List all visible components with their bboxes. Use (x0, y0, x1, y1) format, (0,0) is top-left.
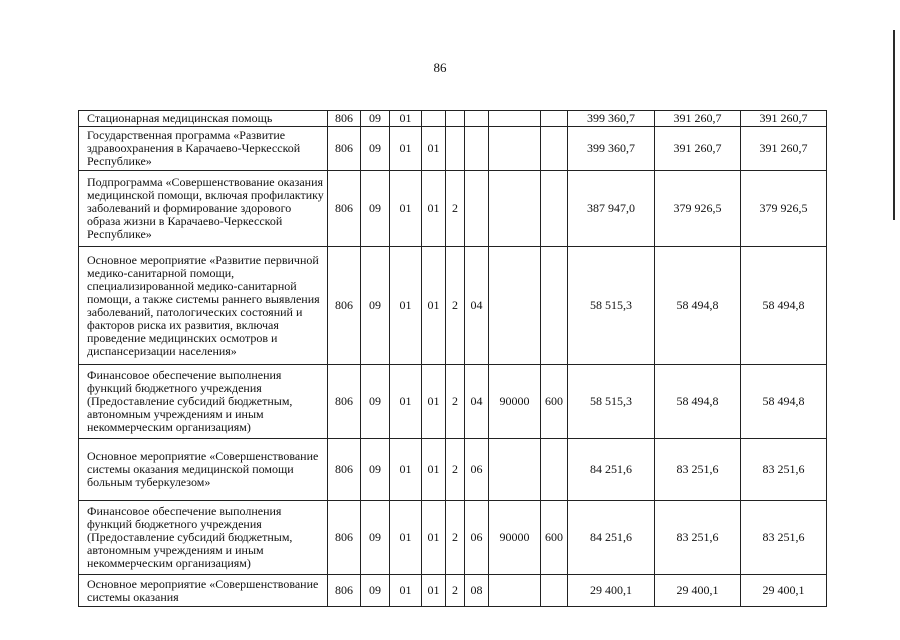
code-subsection: 01 (390, 365, 422, 439)
code-subsection: 01 (390, 439, 422, 501)
code-section: 09 (361, 501, 390, 575)
row-name: Стационарная медицинская помощь (79, 111, 328, 127)
amount-year-2: 379 926,5 (655, 171, 741, 247)
code-subsection: 01 (390, 111, 422, 127)
code-activity: 04 (465, 247, 489, 365)
row-name: Основное мероприятие «Развитие первичной медико-санитарной помощи, специализированной медико-санитарной помощи, а также системы раннего выявления заболеваний, патологических состояний и факторов риска их развития, включая проведение медицинских осмотров и диспансеризации населения» (79, 247, 328, 365)
code-direction (489, 171, 541, 247)
page-number: 86 (433, 60, 447, 75)
code-ministry: 806 (328, 575, 361, 607)
amount-year-1: 58 515,3 (568, 365, 655, 439)
table-row (79, 171, 827, 247)
code-subsection: 01 (390, 575, 422, 607)
amount-year-1: 29 400,1 (568, 575, 655, 607)
amount-year-3: 83 251,6 (741, 439, 827, 501)
code-program: 01 (422, 365, 446, 439)
code-activity (465, 127, 489, 171)
code-subsection: 01 (390, 501, 422, 575)
table-row (79, 247, 827, 365)
code-direction (489, 247, 541, 365)
code-expense-type: 600 (541, 365, 568, 439)
code-program: 01 (422, 575, 446, 607)
code-section: 09 (361, 439, 390, 501)
code-section: 09 (361, 365, 390, 439)
code-ministry: 806 (328, 439, 361, 501)
code-expense-type (541, 575, 568, 607)
budget-table (78, 110, 827, 607)
code-subprogram: 2 (446, 365, 465, 439)
code-direction (489, 111, 541, 127)
table-row (79, 439, 827, 501)
table-row (79, 111, 827, 127)
code-direction (489, 439, 541, 501)
amount-year-2: 83 251,6 (655, 439, 741, 501)
code-activity (465, 171, 489, 247)
amount-year-1: 387 947,0 (568, 171, 655, 247)
code-expense-type: 600 (541, 501, 568, 575)
code-program (422, 111, 446, 127)
amount-year-3: 29 400,1 (741, 575, 827, 607)
code-ministry: 806 (328, 111, 361, 127)
code-expense-type (541, 127, 568, 171)
code-subprogram: 2 (446, 171, 465, 247)
table-row (79, 501, 827, 575)
code-program: 01 (422, 501, 446, 575)
row-name: Подпрограмма «Совершенствование оказания медицинской помощи, включая профилактику заболеваний и формирование здорового образа жизни в Карачаево-Черкесской Республике» (79, 171, 328, 247)
code-subprogram (446, 127, 465, 171)
code-subsection: 01 (390, 247, 422, 365)
code-ministry: 806 (328, 365, 361, 439)
code-ministry: 806 (328, 171, 361, 247)
code-section: 09 (361, 575, 390, 607)
code-direction (489, 575, 541, 607)
code-expense-type (541, 247, 568, 365)
amount-year-3: 58 494,8 (741, 247, 827, 365)
amount-year-3: 58 494,8 (741, 365, 827, 439)
code-section: 09 (361, 127, 390, 171)
amount-year-2: 391 260,7 (655, 127, 741, 171)
row-name: Государственная программа «Развитие здравоохранения в Карачаево-Черкесской Республике» (79, 127, 328, 171)
code-activity: 06 (465, 501, 489, 575)
code-ministry: 806 (328, 127, 361, 171)
code-subprogram: 2 (446, 439, 465, 501)
scan-edge-mark (893, 30, 895, 220)
amount-year-2: 58 494,8 (655, 247, 741, 365)
amount-year-1: 58 515,3 (568, 247, 655, 365)
row-name: Финансовое обеспечение выполнения функций бюджетного учреждения (Предоставление субсидий бюджетным, автономным учреждениям и иным некоммерческим организациям) (79, 501, 328, 575)
code-subprogram: 2 (446, 247, 465, 365)
row-name: Основное мероприятие «Совершенствование системы оказания (79, 575, 328, 607)
code-subsection: 01 (390, 127, 422, 171)
code-activity: 06 (465, 439, 489, 501)
code-section: 09 (361, 171, 390, 247)
amount-year-1: 399 360,7 (568, 127, 655, 171)
code-subprogram: 2 (446, 501, 465, 575)
code-subsection: 01 (390, 171, 422, 247)
amount-year-3: 391 260,7 (741, 127, 827, 171)
code-expense-type (541, 111, 568, 127)
table-row (79, 365, 827, 439)
code-direction (489, 127, 541, 171)
amount-year-3: 83 251,6 (741, 501, 827, 575)
amount-year-3: 379 926,5 (741, 171, 827, 247)
amount-year-1: 84 251,6 (568, 439, 655, 501)
amount-year-2: 83 251,6 (655, 501, 741, 575)
code-section: 09 (361, 247, 390, 365)
amount-year-1: 399 360,7 (568, 111, 655, 127)
amount-year-1: 84 251,6 (568, 501, 655, 575)
code-program: 01 (422, 247, 446, 365)
row-name: Финансовое обеспечение выполнения функций бюджетного учреждения (Предоставление субсидий бюджетным, автономным учреждениям и иным некоммерческим организациям) (79, 365, 328, 439)
code-direction: 90000 (489, 365, 541, 439)
code-direction: 90000 (489, 501, 541, 575)
code-ministry: 806 (328, 501, 361, 575)
code-subprogram: 2 (446, 575, 465, 607)
code-subprogram (446, 111, 465, 127)
table-row (79, 575, 827, 607)
code-program: 01 (422, 439, 446, 501)
amount-year-2: 29 400,1 (655, 575, 741, 607)
code-activity: 08 (465, 575, 489, 607)
code-activity: 04 (465, 365, 489, 439)
row-name: Основное мероприятие «Совершенствование системы оказания медицинской помощи больным туберкулезом» (79, 439, 328, 501)
code-expense-type (541, 439, 568, 501)
code-section: 09 (361, 111, 390, 127)
code-ministry: 806 (328, 247, 361, 365)
code-program: 01 (422, 171, 446, 247)
code-program: 01 (422, 127, 446, 171)
table-row (79, 127, 827, 171)
code-activity (465, 111, 489, 127)
amount-year-2: 58 494,8 (655, 365, 741, 439)
code-expense-type (541, 171, 568, 247)
amount-year-3: 391 260,7 (741, 111, 827, 127)
amount-year-2: 391 260,7 (655, 111, 741, 127)
